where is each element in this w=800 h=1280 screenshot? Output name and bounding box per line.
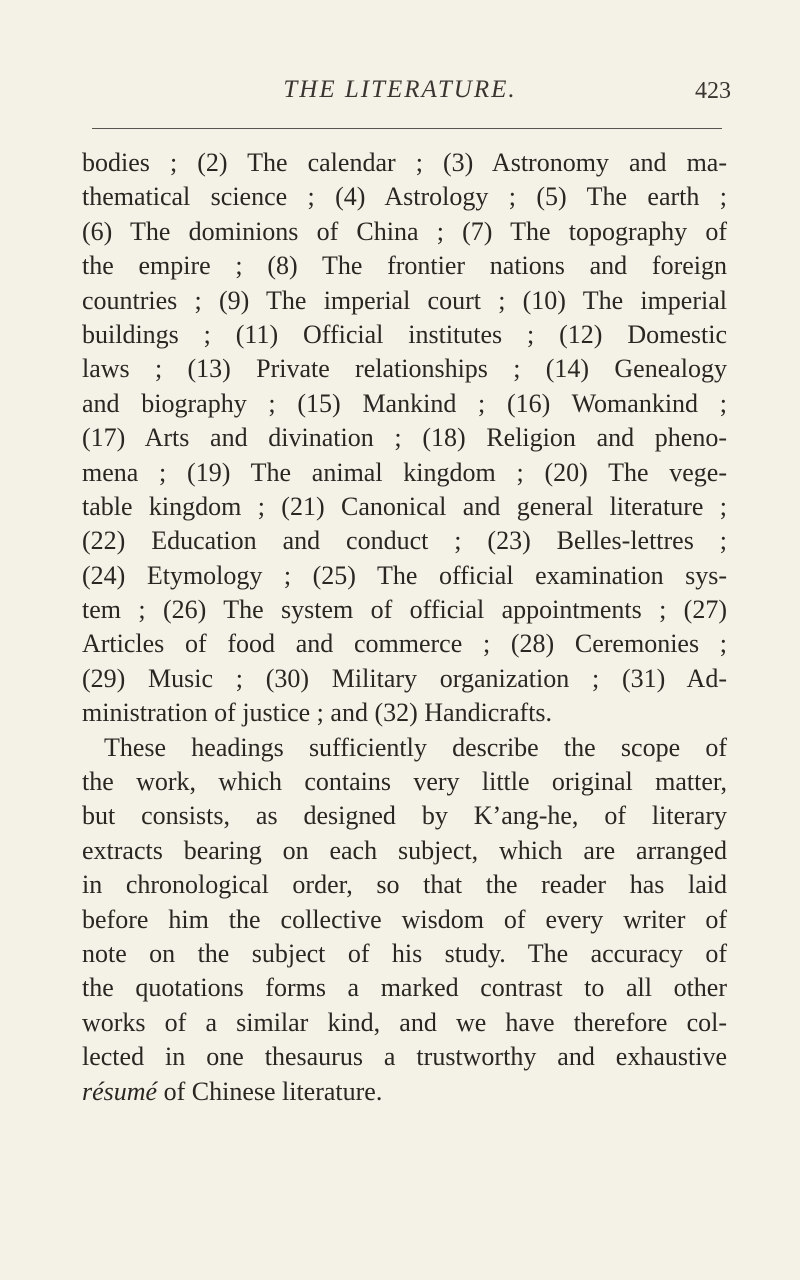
paragraph-2 <box>82 731 727 1109</box>
italic-word: résumé <box>82 1076 158 1106</box>
final-text-line <box>82 1075 727 1109</box>
text-line: (22) Education and conduct ; (23) Belles-lettres ; <box>82 526 727 556</box>
running-head: THE LITERATURE. <box>283 76 517 103</box>
text-line: note on the subject of his study. The accuracy of <box>82 938 727 968</box>
text-line: countries ; (9) The imperial court ; (10) The imperial <box>82 285 727 315</box>
page-header <box>0 76 800 112</box>
final-line-text: of Chinese literature. <box>157 1076 383 1106</box>
text-line: mena ; (19) The animal kingdom ; (20) The vege- <box>82 457 727 487</box>
text-line: (24) Etymology ; (25) The official examination sys- <box>82 560 727 590</box>
text-line: bodies ; (2) The calendar ; (3) Astronomy and ma- <box>82 148 727 177</box>
text-line: laws ; (13) Private relationships ; (14) Genealogy <box>82 354 727 384</box>
text-line: (6) The dominions of China ; (7) The topography of <box>82 216 727 246</box>
text-line: the quotations forms a marked contrast to all other <box>82 973 727 1003</box>
text-line: works of a similar kind, and we have therefore col- <box>82 1007 727 1037</box>
text-line: lected in one thesaurus a trustworthy and exhaustive <box>82 1042 727 1072</box>
text-line: the empire ; (8) The frontier nations and foreign <box>82 251 727 281</box>
text-line: tem ; (26) The system of official appointments ; (27) <box>82 595 727 625</box>
text-line: and biography ; (15) Mankind ; (16) Womankind ; <box>82 388 727 418</box>
text-line: thematical science ; (4) Astrology ; (5) The earth ; <box>82 182 727 212</box>
text-line: (29) Music ; (30) Military organization ; (31) Ad- <box>82 663 727 693</box>
paragraph-1 <box>82 146 727 731</box>
text-line: in chronological order, so that the reader has laid <box>82 870 727 900</box>
text-line: table kingdom ; (21) Canonical and general literature ; <box>82 491 727 521</box>
body-text <box>82 146 727 1109</box>
text-line: These headings sufficiently describe the scope of <box>104 732 727 762</box>
text-line: extracts bearing on each subject, which are arranged <box>82 835 727 865</box>
text-line: buildings ; (11) Official institutes ; (12) Domestic <box>82 319 727 349</box>
text-line: ministration of justice ; and (32) Handicrafts. <box>82 698 553 728</box>
header-rule <box>92 128 722 129</box>
text-line: before him the collective wisdom of every writer of <box>82 904 727 934</box>
text-line: but consists, as designed by K’ang-he, of literary <box>82 801 727 831</box>
text-line: Articles of food and commerce ; (28) Ceremonies ; <box>82 629 727 659</box>
text-line: (17) Arts and divination ; (18) Religion and pheno- <box>82 423 727 453</box>
text-line: the work, which contains very little original matter, <box>82 767 727 797</box>
page-number: 423 <box>695 78 731 104</box>
